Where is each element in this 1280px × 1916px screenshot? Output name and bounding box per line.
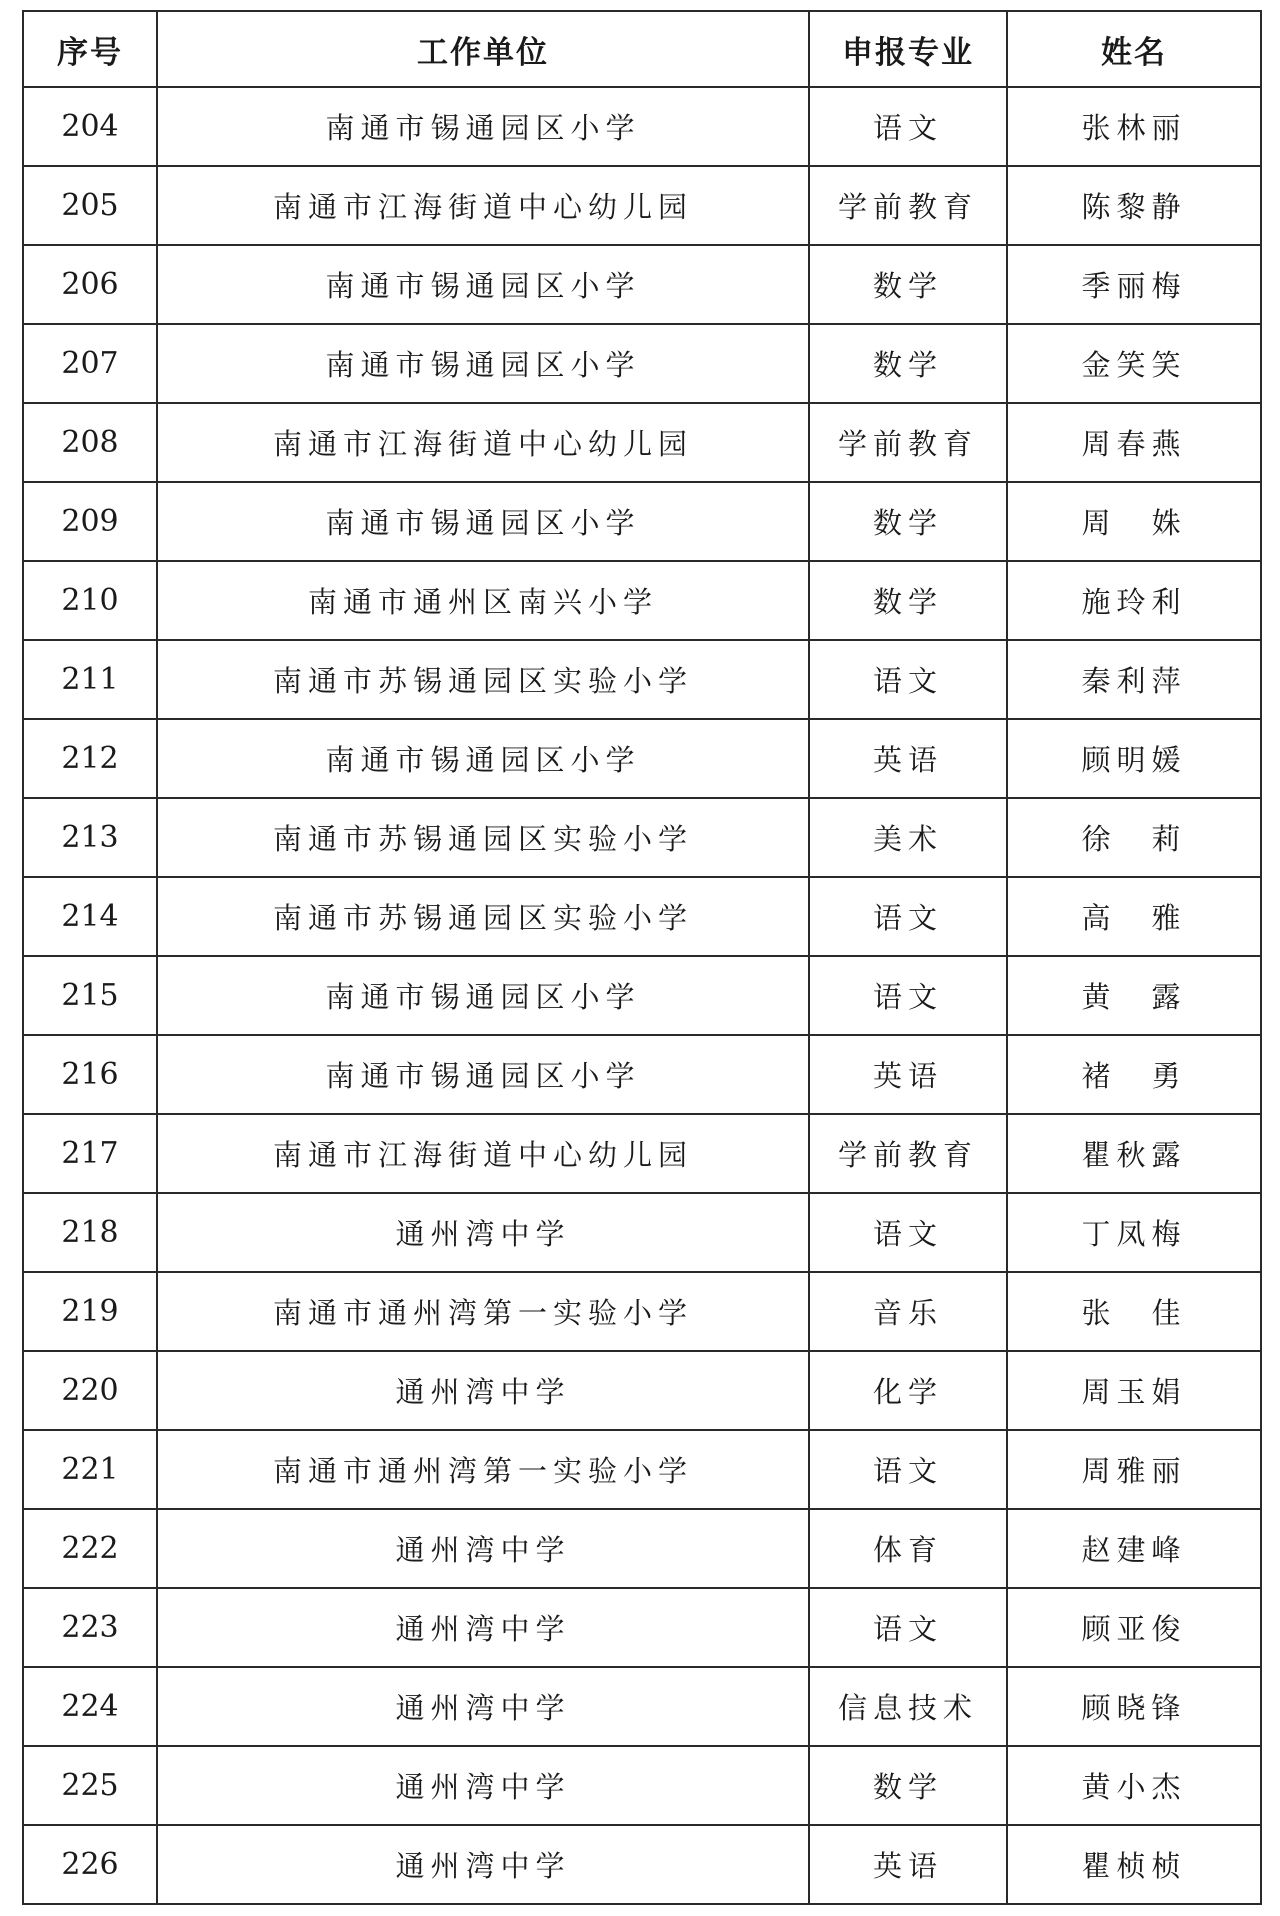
cell-declared-subject: 化学 — [809, 1351, 1007, 1430]
cell-work-unit: 通州湾中学 — [157, 1193, 809, 1272]
cell-declared-subject: 英语 — [809, 1825, 1007, 1904]
cell-name: 金笑笑 — [1007, 324, 1261, 403]
table-row — [23, 1351, 1261, 1430]
cell-work-unit: 南通市锡通园区小学 — [157, 245, 809, 324]
table-row — [23, 561, 1261, 640]
cell-serial-number: 208 — [23, 403, 157, 482]
cell-declared-subject: 数学 — [809, 324, 1007, 403]
cell-work-unit: 南通市江海街道中心幼儿园 — [157, 166, 809, 245]
table-row — [23, 87, 1261, 166]
cell-serial-number: 215 — [23, 956, 157, 1035]
cell-name: 周玉娟 — [1007, 1351, 1261, 1430]
table-row — [23, 1272, 1261, 1351]
cell-work-unit: 南通市通州区南兴小学 — [157, 561, 809, 640]
cell-work-unit: 通州湾中学 — [157, 1825, 809, 1904]
cell-declared-subject: 数学 — [809, 561, 1007, 640]
table-row — [23, 1588, 1261, 1667]
cell-name: 施玲利 — [1007, 561, 1261, 640]
cell-serial-number: 221 — [23, 1430, 157, 1509]
table-row — [23, 1825, 1261, 1904]
cell-work-unit: 南通市锡通园区小学 — [157, 956, 809, 1035]
cell-serial-number: 226 — [23, 1825, 157, 1904]
table-body — [23, 87, 1261, 1904]
cell-name: 黄小杰 — [1007, 1746, 1261, 1825]
cell-serial-number: 205 — [23, 166, 157, 245]
cell-work-unit: 南通市锡通园区小学 — [157, 719, 809, 798]
cell-work-unit: 南通市锡通园区小学 — [157, 324, 809, 403]
cell-declared-subject: 语文 — [809, 87, 1007, 166]
cell-declared-subject: 学前教育 — [809, 403, 1007, 482]
cell-name: 顾明媛 — [1007, 719, 1261, 798]
table-row — [23, 245, 1261, 324]
cell-work-unit: 南通市苏锡通园区实验小学 — [157, 877, 809, 956]
table-row — [23, 324, 1261, 403]
cell-declared-subject: 语文 — [809, 1588, 1007, 1667]
cell-name: 瞿桢桢 — [1007, 1825, 1261, 1904]
table-header-row — [23, 11, 1261, 87]
cell-serial-number: 223 — [23, 1588, 157, 1667]
table-row — [23, 798, 1261, 877]
cell-declared-subject: 学前教育 — [809, 166, 1007, 245]
cell-work-unit: 通州湾中学 — [157, 1351, 809, 1430]
cell-serial-number: 219 — [23, 1272, 157, 1351]
cell-declared-subject: 数学 — [809, 1746, 1007, 1825]
document-page — [22, 10, 1260, 1904]
cell-work-unit: 南通市江海街道中心幼儿园 — [157, 1114, 809, 1193]
table-row — [23, 1667, 1261, 1746]
table-row — [23, 1430, 1261, 1509]
cell-serial-number: 217 — [23, 1114, 157, 1193]
cell-serial-number: 220 — [23, 1351, 157, 1430]
cell-serial-number: 211 — [23, 640, 157, 719]
cell-work-unit: 南通市通州湾第一实验小学 — [157, 1272, 809, 1351]
cell-serial-number: 224 — [23, 1667, 157, 1746]
cell-declared-subject: 语文 — [809, 956, 1007, 1035]
cell-serial-number: 216 — [23, 1035, 157, 1114]
table-row — [23, 1114, 1261, 1193]
cell-name: 褚 勇 — [1007, 1035, 1261, 1114]
cell-name: 周雅丽 — [1007, 1430, 1261, 1509]
cell-serial-number: 209 — [23, 482, 157, 561]
cell-declared-subject: 英语 — [809, 1035, 1007, 1114]
cell-declared-subject: 数学 — [809, 482, 1007, 561]
cell-serial-number: 212 — [23, 719, 157, 798]
cell-name: 周春燕 — [1007, 403, 1261, 482]
cell-name: 顾亚俊 — [1007, 1588, 1261, 1667]
cell-work-unit: 通州湾中学 — [157, 1588, 809, 1667]
cell-name: 徐 莉 — [1007, 798, 1261, 877]
cell-name: 赵建峰 — [1007, 1509, 1261, 1588]
cell-name: 秦利萍 — [1007, 640, 1261, 719]
table-row — [23, 1193, 1261, 1272]
cell-serial-number: 204 — [23, 87, 157, 166]
cell-name: 顾晓锋 — [1007, 1667, 1261, 1746]
cell-declared-subject: 学前教育 — [809, 1114, 1007, 1193]
cell-work-unit: 通州湾中学 — [157, 1746, 809, 1825]
cell-name: 张 佳 — [1007, 1272, 1261, 1351]
cell-declared-subject: 体育 — [809, 1509, 1007, 1588]
header-declared-subject: 申报专业 — [809, 11, 1007, 87]
header-name: 姓名 — [1007, 11, 1261, 87]
table-row — [23, 956, 1261, 1035]
cell-declared-subject: 英语 — [809, 719, 1007, 798]
cell-work-unit: 南通市锡通园区小学 — [157, 1035, 809, 1114]
table-row — [23, 166, 1261, 245]
cell-declared-subject: 信息技术 — [809, 1667, 1007, 1746]
table-row — [23, 640, 1261, 719]
cell-declared-subject: 音乐 — [809, 1272, 1007, 1351]
cell-name: 黄 露 — [1007, 956, 1261, 1035]
cell-work-unit: 南通市锡通园区小学 — [157, 482, 809, 561]
cell-name: 张林丽 — [1007, 87, 1261, 166]
cell-name: 季丽梅 — [1007, 245, 1261, 324]
cell-declared-subject: 语文 — [809, 1193, 1007, 1272]
table-row — [23, 1035, 1261, 1114]
cell-work-unit: 南通市苏锡通园区实验小学 — [157, 640, 809, 719]
cell-declared-subject: 语文 — [809, 877, 1007, 956]
cell-serial-number: 222 — [23, 1509, 157, 1588]
table-row — [23, 482, 1261, 561]
cell-serial-number: 210 — [23, 561, 157, 640]
cell-serial-number: 225 — [23, 1746, 157, 1825]
cell-work-unit: 南通市锡通园区小学 — [157, 87, 809, 166]
header-serial-number: 序号 — [23, 11, 157, 87]
cell-name: 周 姝 — [1007, 482, 1261, 561]
cell-work-unit: 南通市通州湾第一实验小学 — [157, 1430, 809, 1509]
table-row — [23, 719, 1261, 798]
cell-serial-number: 206 — [23, 245, 157, 324]
cell-work-unit: 通州湾中学 — [157, 1509, 809, 1588]
cell-serial-number: 213 — [23, 798, 157, 877]
cell-work-unit: 南通市苏锡通园区实验小学 — [157, 798, 809, 877]
table-row — [23, 1509, 1261, 1588]
cell-serial-number: 214 — [23, 877, 157, 956]
cell-work-unit: 南通市江海街道中心幼儿园 — [157, 403, 809, 482]
roster-table — [22, 10, 1262, 1905]
cell-declared-subject: 语文 — [809, 640, 1007, 719]
cell-serial-number: 207 — [23, 324, 157, 403]
cell-serial-number: 218 — [23, 1193, 157, 1272]
cell-name: 高 雅 — [1007, 877, 1261, 956]
cell-work-unit: 通州湾中学 — [157, 1667, 809, 1746]
cell-declared-subject: 语文 — [809, 1430, 1007, 1509]
header-work-unit: 工作单位 — [157, 11, 809, 87]
table-row — [23, 1746, 1261, 1825]
cell-declared-subject: 美术 — [809, 798, 1007, 877]
cell-name: 丁凤梅 — [1007, 1193, 1261, 1272]
cell-declared-subject: 数学 — [809, 245, 1007, 324]
cell-name: 陈黎静 — [1007, 166, 1261, 245]
table-row — [23, 403, 1261, 482]
table-row — [23, 877, 1261, 956]
cell-name: 瞿秋露 — [1007, 1114, 1261, 1193]
